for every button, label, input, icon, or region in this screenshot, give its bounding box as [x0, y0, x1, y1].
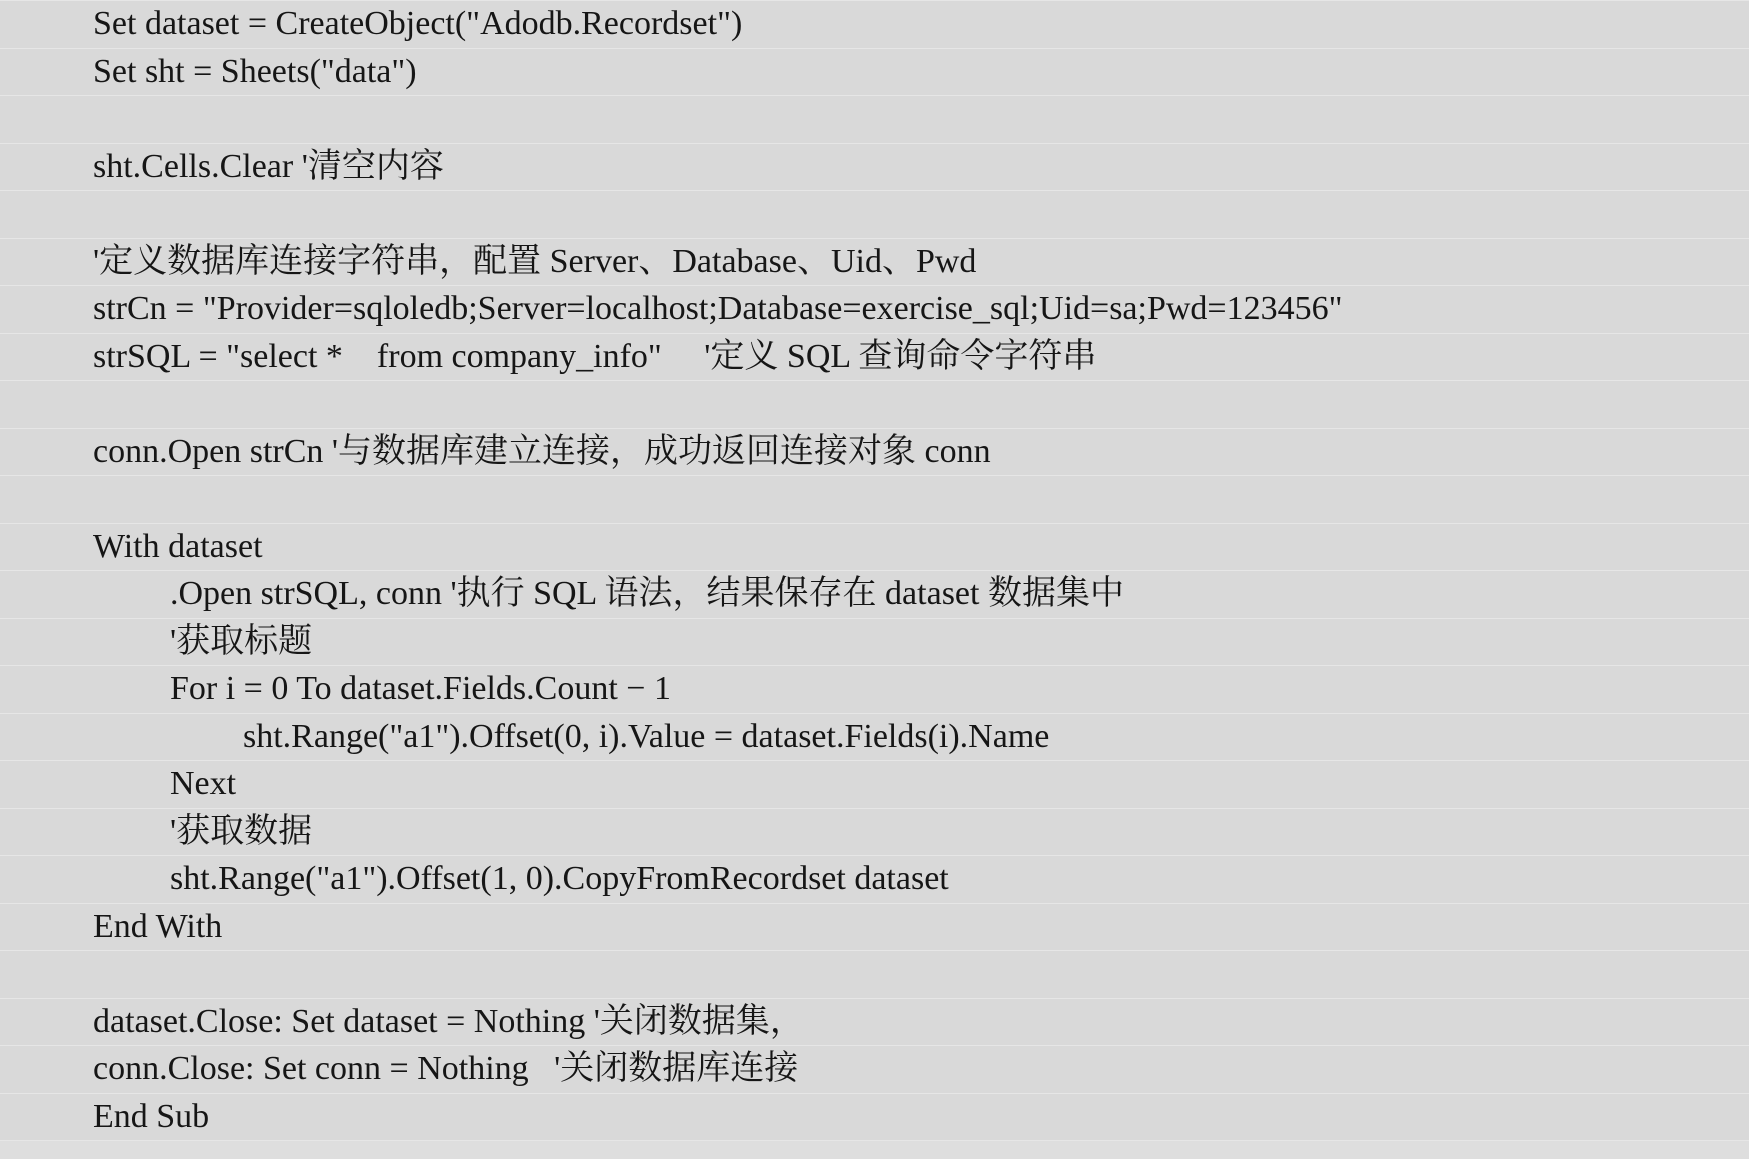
code-line: '获取标题	[0, 618, 1749, 666]
code-line: With dataset	[0, 523, 1749, 571]
code-line: '定义数据库连接字符串，配置 Server、Database、Uid、Pwd	[0, 238, 1749, 286]
code-line-blank	[0, 475, 1749, 523]
code-line-blank	[0, 950, 1749, 998]
code-line: For i = 0 To dataset.Fields.Count − 1	[0, 665, 1749, 713]
code-line: End With	[0, 903, 1749, 951]
code-line: Next	[0, 760, 1749, 808]
code-line: dataset.Close: Set dataset = Nothing '关闭数据集，	[0, 998, 1749, 1046]
page-bottom-margin	[0, 1140, 1749, 1159]
code-line: sht.Cells.Clear '清空内容	[0, 143, 1749, 191]
code-line-blank	[0, 190, 1749, 238]
code-line: Set dataset = CreateObject("Adodb.Recordset")	[0, 0, 1749, 48]
code-line-blank	[0, 95, 1749, 143]
code-line: .Open strSQL, conn '执行 SQL 语法，结果保存在 dataset 数据集中	[0, 570, 1749, 618]
code-line: sht.Range("a1").Offset(0, i).Value = dataset.Fields(i).Name	[0, 713, 1749, 761]
code-line: strCn = "Provider=sqloledb;Server=localhost;Database=exercise_sql;Uid=sa;Pwd=123456"	[0, 285, 1749, 333]
code-line: conn.Close: Set conn = Nothing '关闭数据库连接	[0, 1045, 1749, 1093]
code-line: strSQL = "select * from company_info" '定义 SQL 查询命令字符串	[0, 333, 1749, 381]
code-line: Set sht = Sheets("data")	[0, 48, 1749, 96]
code-line: conn.Open strCn '与数据库建立连接，成功返回连接对象 conn	[0, 428, 1749, 476]
code-line: sht.Range("a1").Offset(1, 0).CopyFromRecordset dataset	[0, 855, 1749, 903]
code-line: '获取数据	[0, 808, 1749, 856]
code-line: End Sub	[0, 1093, 1749, 1141]
code-line-blank	[0, 380, 1749, 428]
